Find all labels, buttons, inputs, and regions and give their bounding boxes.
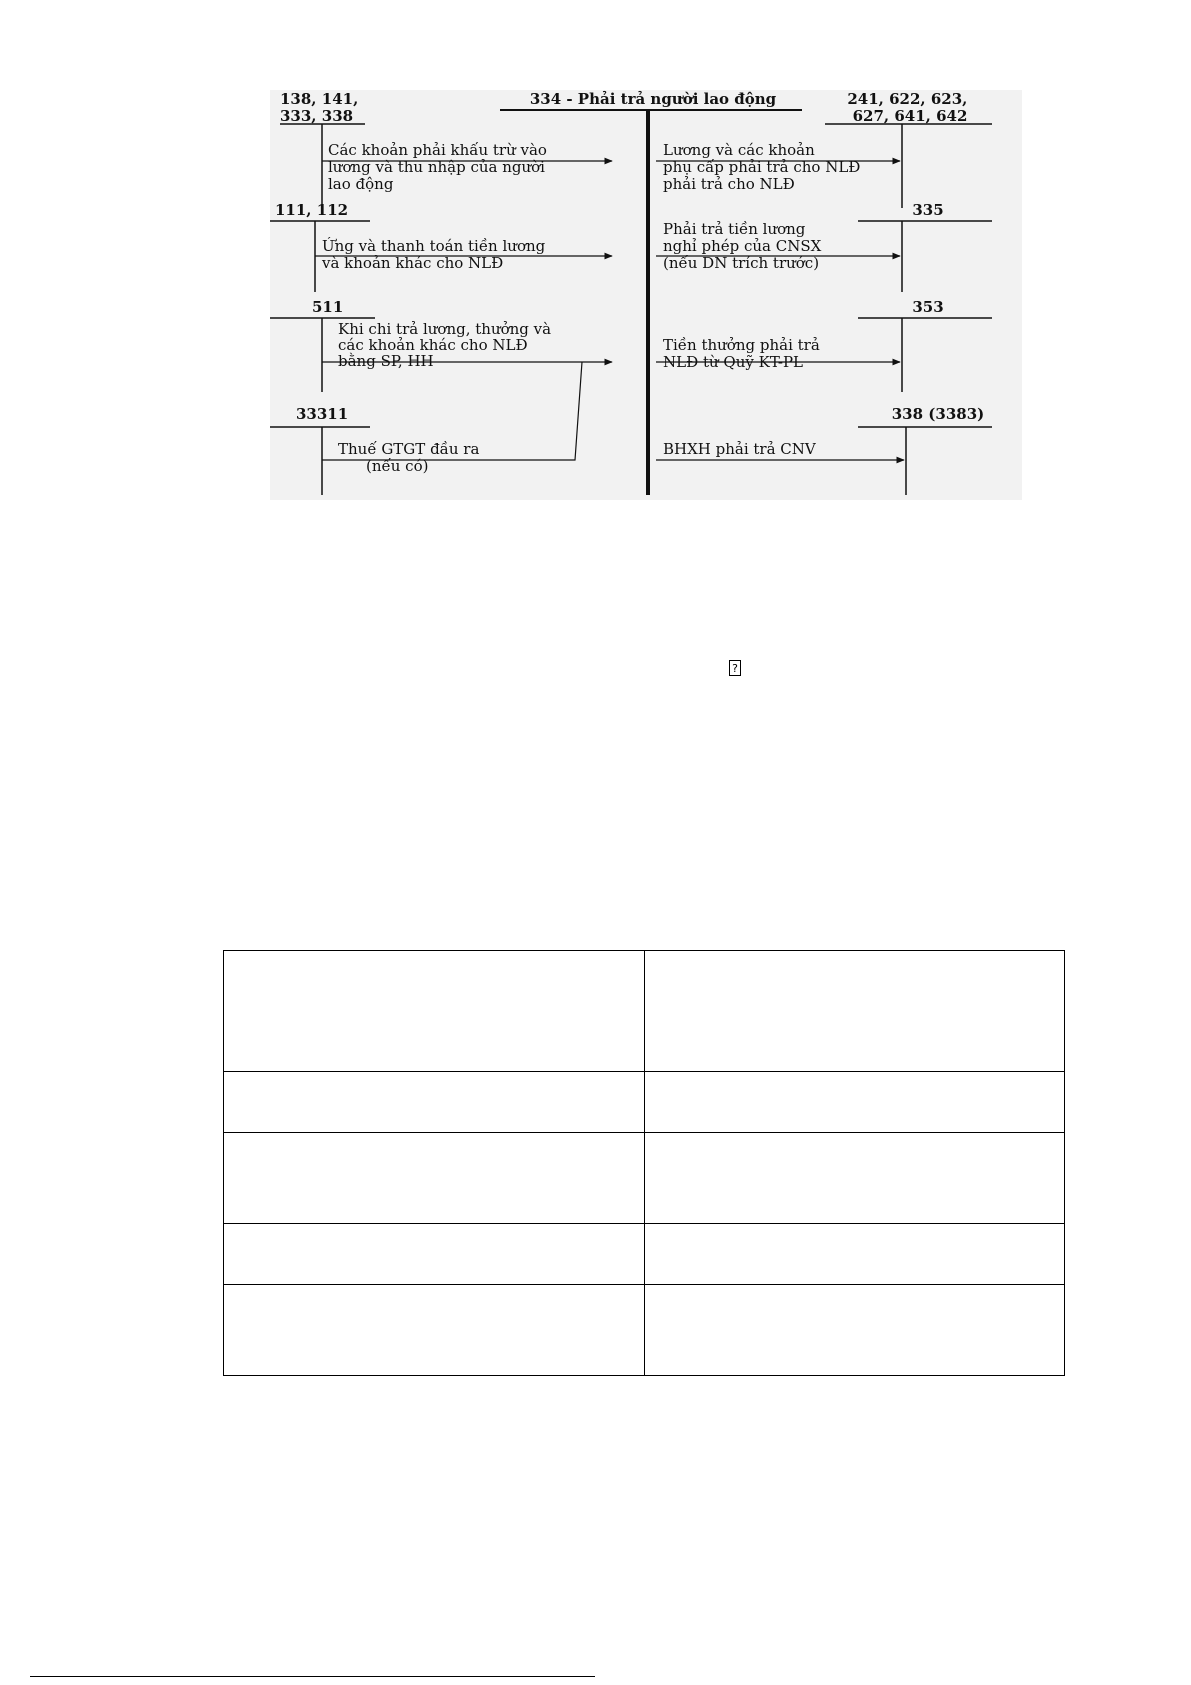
right-account-3: 353: [912, 298, 944, 316]
table-row: [224, 1133, 1065, 1224]
left-account-3: 511: [312, 298, 344, 316]
right-account-4: 338 (3383): [891, 405, 985, 423]
table-cell: [224, 951, 645, 1072]
left-account-2: 111, 112: [275, 201, 349, 219]
table-cell: [644, 1072, 1065, 1133]
table-row: [224, 1224, 1065, 1285]
right-desc-4: BHXH phải trả CNV: [663, 440, 816, 458]
left-desc-3: Khi chi trả lương, thưởng và các khoản khác cho NLĐ bằng SP, HH: [338, 320, 552, 370]
right-desc-2: Phải trả tiền lương nghỉ phép của CNSX (nếu DN trích trước): [663, 220, 822, 272]
diagram-canvas: [270, 90, 1022, 500]
table-row: [224, 951, 1065, 1072]
left-account-4: 33311: [296, 405, 349, 423]
table-cell: [224, 1224, 645, 1285]
table-cell: [224, 1072, 645, 1133]
table-cell: [644, 951, 1065, 1072]
left-desc-1: Các khoản phải khấu trừ vào lương và thu nhập của người lao động: [328, 141, 547, 193]
right-account-2: 335: [912, 201, 944, 219]
table-cell: [644, 1285, 1065, 1376]
table-cell: [644, 1224, 1065, 1285]
footnote-separator: [30, 1676, 595, 1677]
account-334-diagram: [270, 90, 1022, 500]
center-account-title: 334 - Phải trả người lao động: [529, 90, 777, 108]
missing-glyph-box: ?: [729, 660, 741, 676]
table-cell: [224, 1133, 645, 1224]
right-desc-1: Lương và các khoản phụ cấp phải trả cho NLĐ phải trả cho NLĐ: [663, 141, 861, 193]
table-cell: [224, 1285, 645, 1376]
table-row: [224, 1072, 1065, 1133]
right-account-1: 241, 622, 623, 627, 641, 642: [847, 90, 968, 125]
table-cell: [644, 1133, 1065, 1224]
left-desc-4: Thuế GTGT đầu ra (nếu có): [338, 440, 480, 475]
right-desc-3: Tiền thưởng phải trả NLĐ từ Quỹ KT-PL: [663, 336, 820, 371]
table-row: [224, 1285, 1065, 1376]
left-account-1: 138, 141, 333, 338: [280, 90, 359, 125]
empty-table: [223, 950, 1065, 1376]
left-desc-2: Ứng và thanh toán tiền lương và khoản khác cho NLĐ: [322, 237, 546, 272]
